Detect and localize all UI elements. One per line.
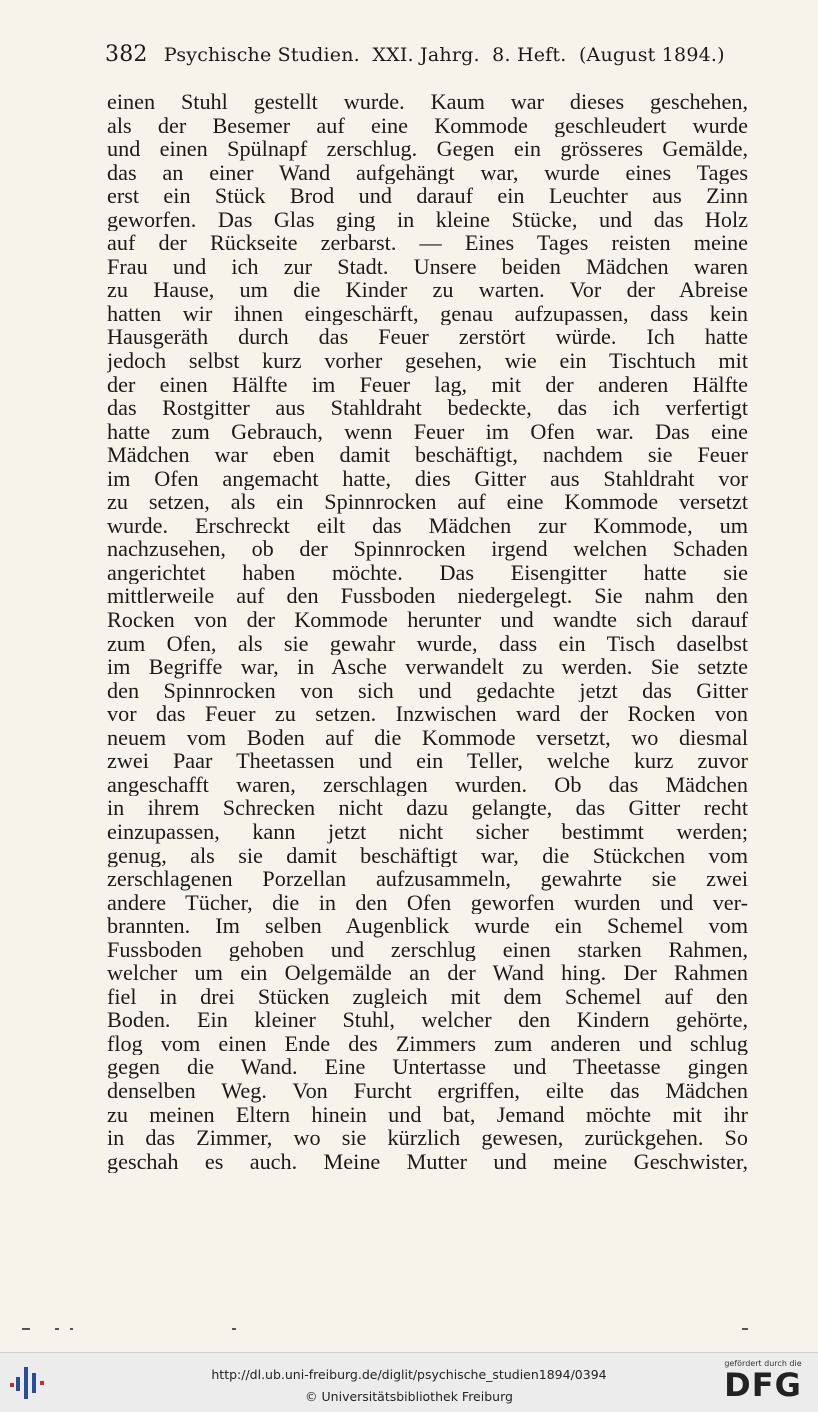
copyright-notice: © Universitätsbibliothek Freiburg xyxy=(305,1389,513,1404)
text-line: mittlerweile auf den Fussboden niedergelegt. Sie nahm den xyxy=(107,584,748,609)
text-line: nachzusehen, ob der Spinnrocken irgend welchen Schaden xyxy=(107,537,748,561)
text-line: hatten wir ihnen eingeschärft, genau aufzupassen, dass kein xyxy=(107,301,748,326)
text-line: andere Tücher, die in den Ofen geworfen wurden und ver- xyxy=(107,890,748,915)
running-title: Psychische Studien. XXI. Jahrg. 8. Heft. (August 1894.) xyxy=(163,44,725,66)
text-line: Hausgeräth durch das Feuer zerstört würde. Ich hatte xyxy=(107,325,748,350)
text-line: denselben Weg. Von Furcht ergriffen, eilte das Mädchen xyxy=(107,1078,748,1103)
page-number: 382 xyxy=(105,42,148,67)
text-line: als der Besemer auf eine Kommode geschleudert wurde xyxy=(107,113,748,138)
text-line: wurde. Erschreckt eilt das Mädchen zur Kommode, um xyxy=(107,513,748,538)
text-line: Frau und ich zur Stadt. Unsere beiden Mädchen waren xyxy=(107,254,748,279)
text-line: angeschafft waren, zerschlagen wurden. Ob das Mädchen xyxy=(107,772,748,797)
text-line: das Rostgitter aus Stahldraht bedeckte, das ich verfertigt xyxy=(107,396,748,420)
text-line: und einen Spülnapf zerschlug. Gegen ein grösseres Gemälde, xyxy=(107,137,748,161)
text-line: angerichtet haben möchte. Das Eisengitter hatte sie xyxy=(107,560,748,585)
text-line: in ihrem Schrecken nicht dazu gelangte, das Gitter recht xyxy=(107,796,748,820)
viewer-footer xyxy=(0,1352,818,1412)
text-line: zwei Paar Theetassen und ein Teller, welche kurz zuvor xyxy=(107,749,748,773)
text-line: hatte zum Gebrauch, wenn Feuer im Ofen war. Das eine xyxy=(107,419,748,444)
text-line: auf der Rückseite zerbarst. — Eines Tages reisten meine xyxy=(107,231,748,255)
text-line: Mädchen war eben damit beschäftigt, nachdem sie Feuer xyxy=(107,443,748,467)
text-line: im Begriffe war, in Asche verwandelt zu werden. Sie setzte xyxy=(107,655,748,679)
scan-specks xyxy=(0,1328,818,1338)
text-line: zerschlagenen Porzellan aufzusammeln, gewahrte sie zwei xyxy=(107,867,748,891)
text-line: in das Zimmer, wo sie kürzlich gewesen, zurückgehen. So xyxy=(107,1126,748,1150)
text-line: einen Stuhl gestellt wurde. Kaum war dieses geschehen, xyxy=(107,90,748,114)
text-line: geschah es auch. Meine Mutter und meine Geschwister, xyxy=(107,1149,748,1174)
dfg-logo-icon[interactable] xyxy=(718,1359,808,1407)
text-line: das an einer Wand aufgehängt war, wurde eines Tages xyxy=(107,160,748,185)
text-line: flog vom einen Ende des Zimmers zum anderen und schlug xyxy=(107,1031,748,1056)
running-header xyxy=(105,42,755,67)
text-line: gegen die Wand. Eine Untertasse und Theetasse gingen xyxy=(107,1055,748,1079)
text-line: Boden. Ein kleiner Stuhl, welcher den Kindern gehörte, xyxy=(107,1008,748,1032)
dfg-logo-text: DFG xyxy=(724,1366,802,1404)
text-line: den Spinnrocken von sich und gedachte jetzt das Gitter xyxy=(107,678,748,703)
body-text xyxy=(107,90,748,1173)
text-line: geworfen. Das Glas ging in kleine Stücke, und das Holz xyxy=(107,207,748,232)
text-line: brannten. Im selben Augenblick wurde ein Schemel vom xyxy=(107,914,748,938)
text-line: fiel in drei Stücken zugleich mit dem Schemel auf den xyxy=(107,984,748,1009)
text-line: erst ein Stück Brod und darauf ein Leuchter aus Zinn xyxy=(107,184,748,208)
text-line: Fussboden gehoben und zerschlug einen starken Rahmen, xyxy=(107,937,748,962)
dfg-tagline: gefördert durch die xyxy=(724,1359,802,1368)
text-line: zu setzen, als ein Spinnrocken auf eine Kommode versetzt xyxy=(107,490,748,514)
text-line: zu meinen Eltern hinein und bat, Jemand möchte mit ihr xyxy=(107,1102,748,1127)
text-line: neuem vom Boden auf die Kommode versetzt, wo diesmal xyxy=(107,725,748,750)
text-line: Rocken von der Kommode herunter und wandte sich darauf xyxy=(107,608,748,632)
text-line: zu Hause, um die Kinder zu warten. Vor der Abreise xyxy=(107,278,748,302)
text-line: vor das Feuer zu setzen. Inzwischen ward der Rocken von xyxy=(107,702,748,726)
text-line: der einen Hälfte im Feuer lag, mit der anderen Hälfte xyxy=(107,372,748,397)
permalink-url[interactable]: http://dl.ub.uni-freiburg.de/diglit/psychische_studien1894/0394 xyxy=(211,1367,607,1382)
text-line: genug, als sie damit beschäftigt war, die Stückchen vom xyxy=(107,843,748,868)
text-line: welcher um ein Oelgemälde an der Wand hing. Der Rahmen xyxy=(107,961,748,985)
text-line: einzupassen, kann jetzt nicht sicher bestimmt werden; xyxy=(107,819,748,844)
text-line: jedoch selbst kurz vorher gesehen, wie ein Tischtuch mit xyxy=(107,349,748,373)
text-line: im Ofen angemacht hatte, dies Gitter aus Stahldraht vor xyxy=(107,466,748,491)
text-line: zum Ofen, als sie gewahr wurde, dass ein Tisch daselbst xyxy=(107,631,748,656)
